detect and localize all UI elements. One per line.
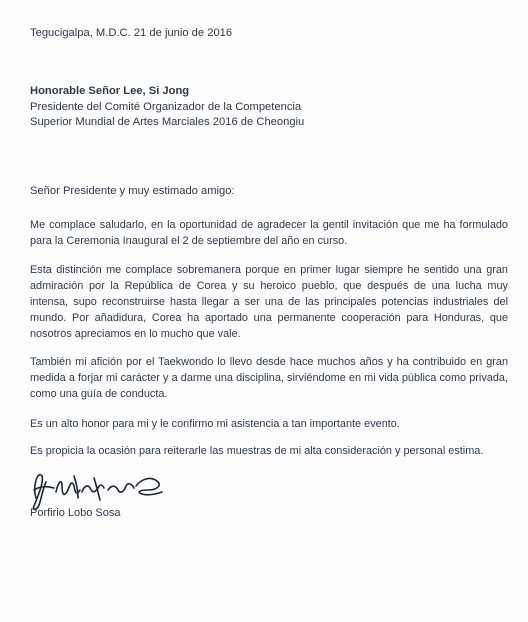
recipient-name: Honorable Señor Lee, Si Jong [30,85,190,97]
recipient-block [30,84,304,131]
paragraph-5: Es propicia la ocasión para reiterarle las muestras de mi alta consideración y personal estima. [30,445,484,457]
recipient-title-line-1: Presidente del Comité Organizador de la Competencia [30,100,302,113]
recipient-title-line-2: Superior Mundial de Artes Marciales 2016 de Cheongiu [30,116,305,128]
paragraph-4: Es un alto honor para mi y le confirmo mi asistencia a tan importante evento. [30,418,400,430]
signer-name: Porfirio Lobo Sosa [30,507,121,519]
paragraph-2: Esta distinción me complace sobremanera porque en primer lugar siempre he sentido una gran admiración por la República de Corea y su heroico pueblo, que después de una lucha muy intensa, supo reconstruirse hasta llegar a ser una de las principales potencias industriales del mundo. Por añadidura, Corea ha aportado una permanente cooperación para Honduras, que nosotros apreciamos en lo mucho que vale. [30,264,508,340]
salutation: Señor Presidente y muy estimado amigo: [30,185,235,197]
paragraph-1: Me complace saludarlo, en la oportunidad de agradecer la gentil invitación que me ha formulado para la Ceremonia Inaugural el 2 de septiembre del año en curso. [30,219,508,247]
paragraph-3: También mi afición por el Taekwondo lo llevo desde hace muchos años y ha contribuido en gran medida a forjar mi carácter y a darme una disciplina, sirviéndome en mi vida pública como privada, como una guía de conducta. [30,356,508,400]
date-line: Tegucigalpa, M.D.C. 21 de junio de 2016 [30,27,233,39]
